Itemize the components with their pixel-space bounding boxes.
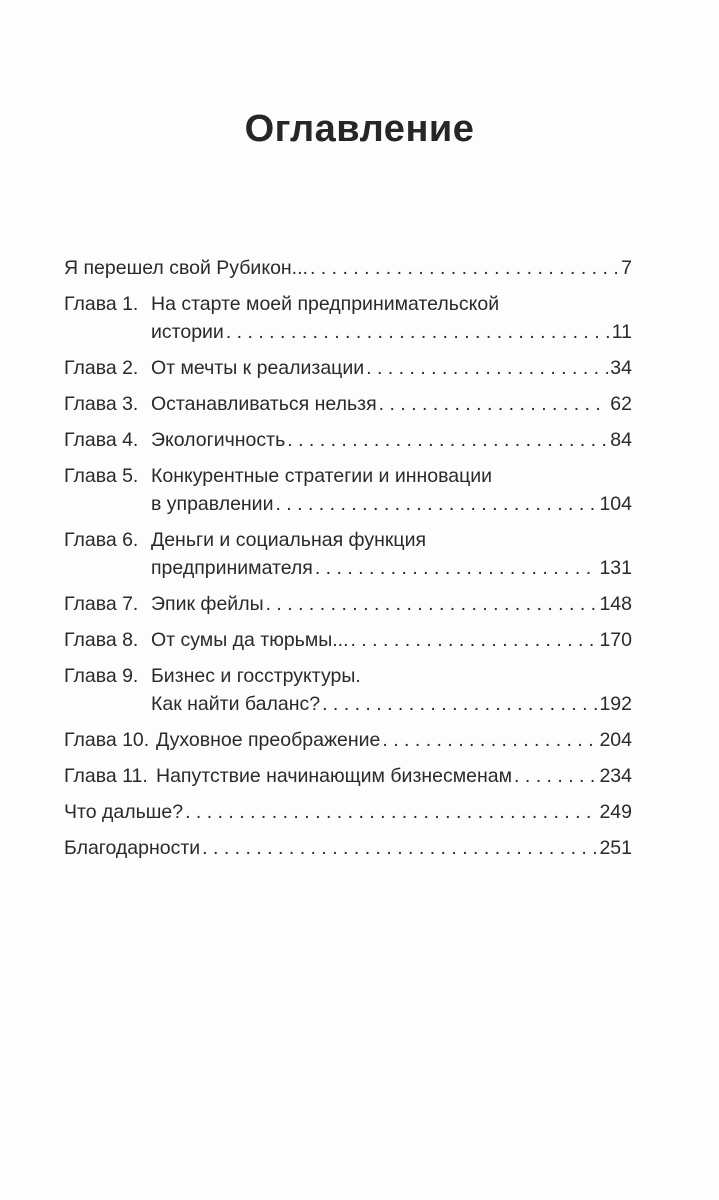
chapter-title-continued: в управлении xyxy=(151,493,274,515)
dot-leader xyxy=(226,318,610,346)
chapter-title-continued: предпринимателя xyxy=(151,557,313,579)
chapter-title-continued: истории xyxy=(151,321,224,343)
page-number: 11 xyxy=(611,321,632,343)
toc-entry[interactable] xyxy=(64,762,632,790)
chapter-number: Глава 3. xyxy=(64,393,139,415)
dot-leader xyxy=(322,690,597,718)
chapter-title-continued: Как найти баланс? xyxy=(151,693,321,715)
chapter-title: Что дальше? xyxy=(64,801,184,823)
toc-entry[interactable] xyxy=(64,526,632,582)
chapter-title: Конкурентные стратегии и инновации xyxy=(151,465,493,487)
chapter-title: Я перешел свой Рубикон... xyxy=(64,257,308,279)
chapter-number: Глава 10. xyxy=(64,729,150,751)
toc-entry[interactable] xyxy=(64,590,632,618)
chapter-number: Глава 7. xyxy=(64,593,139,615)
chapter-number: Глава 9. xyxy=(64,665,139,687)
toc-entry[interactable] xyxy=(64,798,632,826)
dot-leader xyxy=(351,626,598,654)
dot-leader xyxy=(287,426,608,454)
dot-leader xyxy=(310,254,619,282)
chapter-number: Глава 11. xyxy=(64,765,148,787)
dot-leader xyxy=(202,834,597,862)
chapter-number: Глава 2. xyxy=(64,357,139,379)
page-number: 170 xyxy=(599,629,632,651)
dot-leader xyxy=(185,798,597,826)
toc-entry[interactable] xyxy=(64,290,632,346)
chapter-title: От мечты к реализации xyxy=(151,357,365,379)
toc-entry[interactable] xyxy=(64,390,632,418)
chapter-title: На старте моей предпринимательской xyxy=(151,293,500,315)
chapter-title: Бизнес и госструктуры. xyxy=(151,665,361,687)
chapter-title: Духовное преображение xyxy=(156,729,381,751)
chapter-number: Глава 5. xyxy=(64,465,139,487)
chapter-title: Деньги и социальная функция xyxy=(151,529,427,551)
chapter-number: Глава 4. xyxy=(64,429,139,451)
page-number: 84 xyxy=(610,429,632,451)
page-number: 131 xyxy=(599,557,632,579)
page-number: 251 xyxy=(599,837,632,859)
toc-entry[interactable] xyxy=(64,354,632,382)
toc-entry[interactable] xyxy=(64,626,632,654)
dot-leader xyxy=(315,554,598,582)
page-number: 7 xyxy=(621,257,632,279)
chapter-number: Глава 1. xyxy=(64,293,139,315)
toc-entry[interactable] xyxy=(64,462,632,518)
page-number: 204 xyxy=(599,729,632,751)
dot-leader xyxy=(382,726,597,754)
page-number: 104 xyxy=(599,493,632,515)
toc-entry[interactable] xyxy=(64,662,632,718)
page-number: 234 xyxy=(599,765,632,787)
chapter-title: Напутствие начинающим бизнесменам xyxy=(156,765,513,787)
toc-entry[interactable] xyxy=(64,426,632,454)
chapter-title: Эпик фейлы xyxy=(151,593,264,615)
page-number: 249 xyxy=(599,801,632,823)
table-of-contents xyxy=(64,254,632,870)
toc-entry[interactable] xyxy=(64,254,632,282)
chapter-title: От сумы да тюрьмы... xyxy=(151,629,349,651)
chapter-title: Благодарности xyxy=(64,837,201,859)
page-number: 148 xyxy=(599,593,632,615)
page-number: 192 xyxy=(599,693,632,715)
toc-entry[interactable] xyxy=(64,726,632,754)
page-number: 34 xyxy=(610,357,632,379)
dot-leader xyxy=(514,762,597,790)
chapter-title: Экологичность xyxy=(151,429,286,451)
chapter-number: Глава 6. xyxy=(64,529,139,551)
dot-leader xyxy=(266,590,598,618)
toc-entry[interactable] xyxy=(64,834,632,862)
page-title: Оглавление xyxy=(244,108,475,150)
dot-leader xyxy=(366,354,608,382)
dot-leader xyxy=(275,490,597,518)
page-number: 62 xyxy=(610,393,632,415)
chapter-number: Глава 8. xyxy=(64,629,139,651)
chapter-title: Останавливаться нельзя xyxy=(151,393,377,415)
dot-leader xyxy=(379,390,609,418)
